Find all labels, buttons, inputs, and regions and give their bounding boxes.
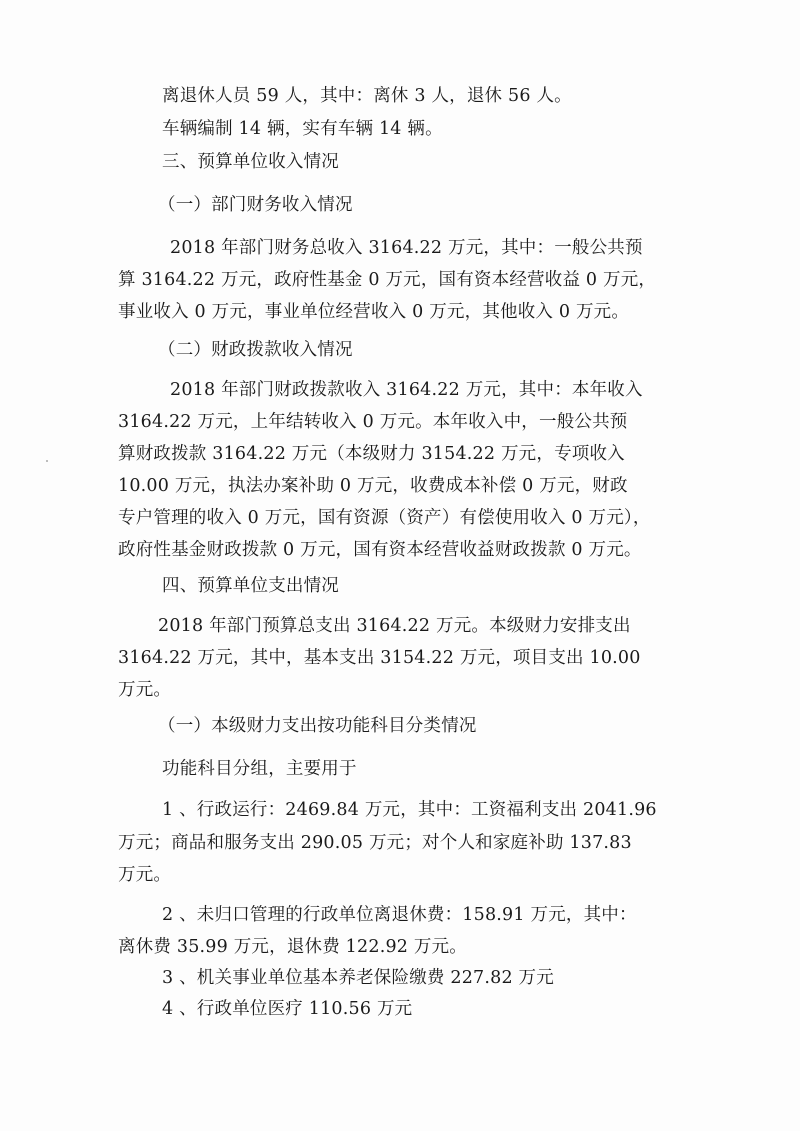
section-heading-expenditure: 四、预算单位支出情况	[162, 576, 339, 596]
section-heading-income: 三、预算单位收入情况	[162, 152, 339, 172]
text-line-retirees: 离退休人员 59 人，其中：离休 3 人，退休 56 人。	[162, 86, 572, 106]
paragraph-line: 2018 年部门财政拨款收入 3164.22 万元，其中：本年收入	[170, 380, 643, 400]
subsection-heading-finance-income: （一）部门财务收入情况	[158, 195, 353, 215]
list-item-line: 1 、行政运行：2469.84 万元，其中：工资福利支出 2041.96	[162, 800, 657, 820]
paragraph-line: 万元。	[118, 680, 172, 700]
paragraph-line: 3164.22 万元，其中，基本支出 3154.22 万元，项目支出 10.00	[118, 648, 641, 668]
paragraph-line: 算财政拨款 3164.22 万元（本级财力 3154.22 万元，专项收入	[118, 444, 625, 464]
paragraph-line: 事业收入 0 万元，事业单位经营收入 0 万元，其他收入 0 万元。	[118, 302, 630, 322]
list-item-line: 4 、行政单位医疗 110.56 万元	[162, 999, 413, 1019]
margin-mark	[46, 460, 48, 462]
paragraph-line: 3164.22 万元，上年结转收入 0 万元。本年收入中，一般公共预	[118, 412, 628, 432]
paragraph-line: 专户管理的收入 0 万元，国有资源（资产）有偿使用收入 0 万元），	[118, 508, 651, 528]
paragraph-line: 10.00 万元，执法办案补助 0 万元，收费成本补偿 0 万元，财政	[118, 476, 628, 496]
paragraph-line: 政府性基金财政拨款 0 万元，国有资本经营收益财政拨款 0 万元。	[118, 540, 642, 560]
list-item-line: 2 、未归口管理的行政单位离退休费：158.91 万元，其中：	[162, 905, 637, 925]
subsection-heading-appropriation-income: （二）财政拨款收入情况	[158, 340, 353, 360]
paragraph-line: 2018 年部门财务总收入 3164.22 万元，其中：一般公共预	[170, 238, 643, 258]
paragraph-line: 功能科目分组，主要用于	[162, 759, 357, 779]
list-item-line: 万元；商品和服务支出 290.05 万元；对个人和家庭补助 137.83	[118, 833, 632, 853]
subsection-heading-functional-classification: （一）本级财力支出按功能科目分类情况	[158, 716, 477, 736]
paragraph-line: 2018 年部门预算总支出 3164.22 万元。本级财力安排支出	[158, 616, 631, 636]
paragraph-line: 算 3164.22 万元，政府性基金 0 万元，国有资本经营收益 0 万元，	[118, 270, 657, 290]
list-item-line: 万元。	[118, 865, 172, 885]
list-item-line: 离休费 35.99 万元，退休费 122.92 万元。	[118, 937, 467, 957]
list-item-line: 3 、机关事业单位基本养老保险缴费 227.82 万元	[162, 968, 554, 988]
text-line-vehicles: 车辆编制 14 辆，实有车辆 14 辆。	[162, 119, 443, 139]
